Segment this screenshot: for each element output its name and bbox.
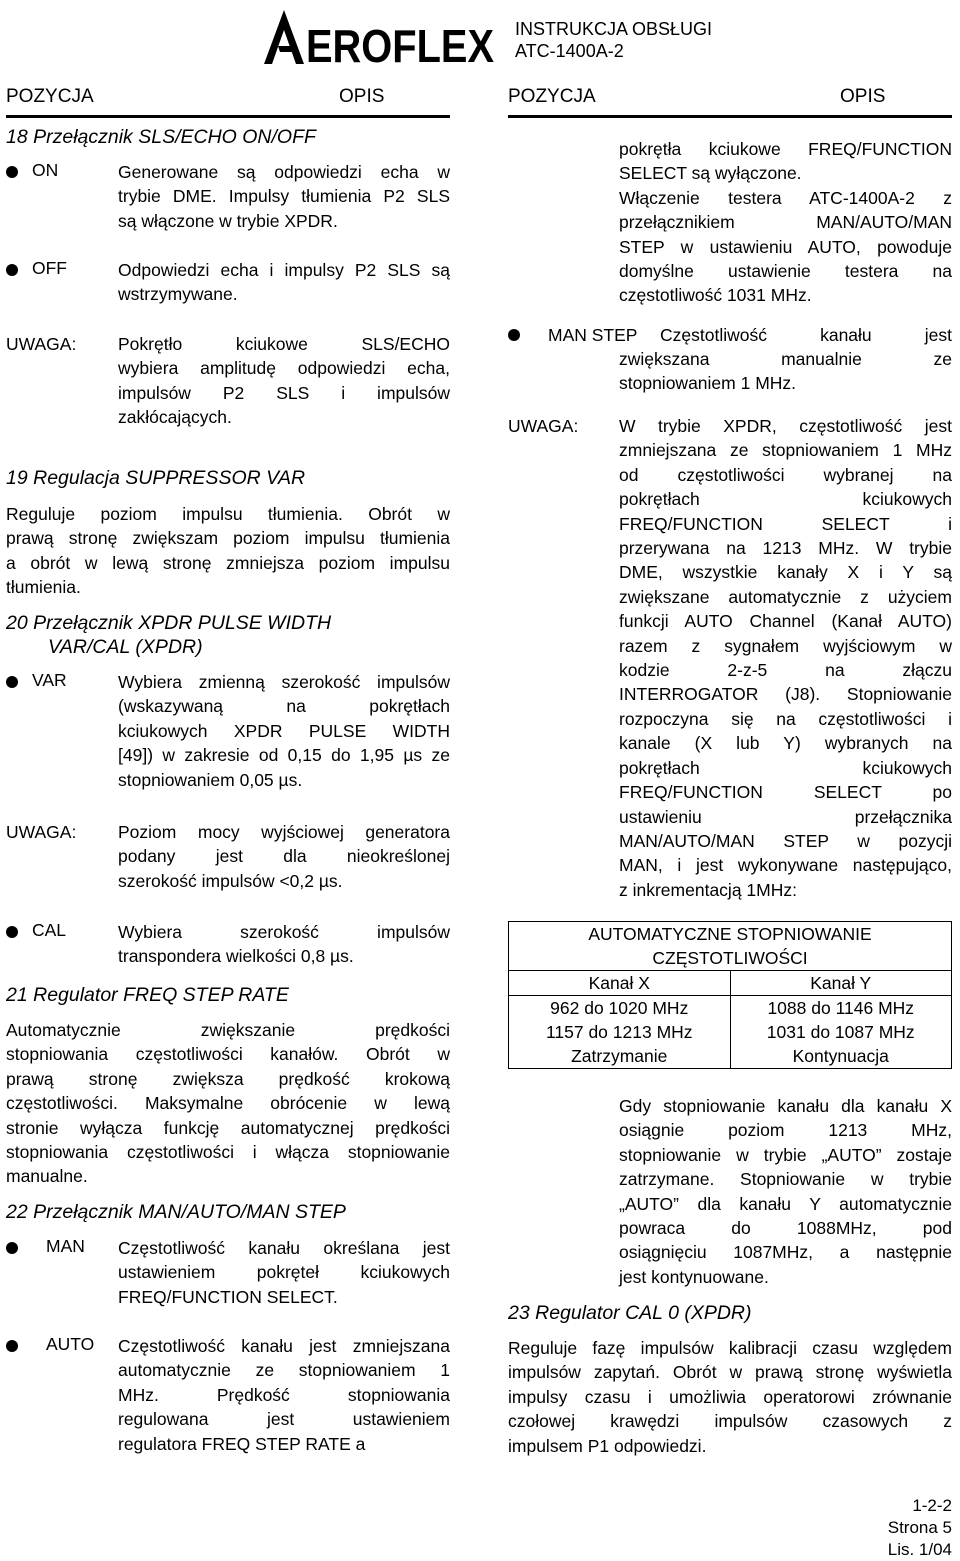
text-line: podany jest dla nieokreślonej [118, 846, 450, 867]
text-line: Automatycznie zwiększanie prędkości [6, 1020, 450, 1040]
off-description [118, 258, 450, 307]
text-line: impulsów P2 SLS i impulsów [118, 382, 450, 403]
text-line: stopniowaniem 0,05 µs. [118, 769, 303, 790]
text-line: FREQ/FUNCTION SELECT. [118, 1286, 338, 1307]
man-bullet [6, 1236, 85, 1257]
man-step-label: MAN STEP [548, 325, 638, 345]
section-18-title: 18 Przełącznik SLS/ECHO ON/OFF [6, 126, 316, 148]
text-line: razem z sygnałem wyjściowym w [619, 635, 952, 656]
text-line: osiągnie poziom 1213 MHz, [619, 1120, 952, 1141]
man-step-bullet [508, 323, 637, 347]
text-line: funkcji AUTO Channel (Kanał AUTO) [619, 611, 952, 632]
text-line: MAN, i jest wykonywane następująco, [619, 855, 952, 876]
text-line: pokrętłach kciukowych [619, 757, 952, 778]
column-rule-left [6, 115, 450, 118]
text-line: Reguluje poziom impulsu tłumienia. Obrót w [6, 504, 450, 524]
document-title-line1: INSTRUKCJA OBSŁUGI [515, 19, 713, 39]
text-line: wstrzymywane. [118, 284, 238, 305]
auto-stepping-table [508, 921, 952, 1069]
text-line: pokrętła kciukowe FREQ/FUNCTION [619, 139, 952, 159]
table-header-row [509, 971, 952, 996]
text-line: regulowana jest ustawieniem [118, 1409, 450, 1430]
text-line: Włączenie testera ATC-1400A-2 z [619, 187, 952, 208]
bullet-icon [6, 926, 18, 938]
text-line: (wskazywaną na pokrętłach [118, 696, 450, 717]
column-rule-right [508, 115, 952, 118]
uwaga-label: UWAGA: [6, 334, 77, 354]
uwaga-sls-echo-note [118, 332, 450, 430]
text-line: Gdy stopniowanie kanału dla kanału X [619, 1096, 952, 1116]
text-line: są włączone w trybie XPDR. [118, 210, 338, 231]
table-value: 1157 do 1213 MHz [545, 1022, 693, 1042]
table-row [509, 996, 952, 1069]
table-title-line2: CZĘSTOTLIWOŚCI [652, 948, 808, 968]
text-line: domyślne ustawienie testera na [619, 261, 952, 282]
text-line: pokrętłach kciukowych [619, 489, 952, 510]
uwaga-label: UWAGA: [508, 416, 579, 436]
text-line: SELECT są wyłączone. [619, 163, 802, 184]
text-line: prawą stronę zwiększa prędkość krokową [6, 1068, 450, 1089]
table-value: Zatrzymanie [571, 1046, 668, 1066]
text-line: stopniowania częstotliwości kanałów. Obrót w [6, 1044, 450, 1065]
text-line: kodzie 2-z-5 na złączu [619, 660, 952, 681]
bullet-icon [6, 1340, 18, 1352]
section-20-title-line1: 20 Przełącznik XPDR PULSE WIDTH [6, 612, 332, 634]
text-line: zatrzymane. Stopniowanie w trybie [619, 1169, 952, 1190]
text-line: Wybiera zmienną szerokość impulsów [118, 672, 450, 692]
column-header-opis-left: OPIS [339, 86, 385, 107]
text-line: Częstotliwość kanału jest zmniejszana [118, 1336, 450, 1356]
man-auto-continuation [619, 137, 952, 308]
auto-bullet [6, 1334, 94, 1355]
text-line: impulsów zapytań. Obrót w prawą stronę wyświetla [508, 1362, 952, 1383]
on-label: ON [32, 160, 59, 180]
table-cell-kanal-x [509, 996, 731, 1069]
text-line: zwiększane automatycznie z użyciem [619, 586, 952, 607]
section-23-body [508, 1336, 952, 1458]
text-line: transpondera wielkości 0,8 µs. [118, 946, 354, 967]
table-header-kanal-x: Kanał X [509, 971, 731, 996]
bullet-icon [6, 1242, 18, 1254]
var-label: VAR [32, 670, 67, 690]
text-line: częstotliwość 1031 MHz. [619, 285, 812, 306]
on-bullet [6, 160, 58, 181]
section-23-title: 23 Regulator CAL 0 (XPDR) [508, 1302, 752, 1324]
text-line: kanale (X lub Y) wybranych na [619, 733, 952, 754]
text-line: stopniowanie w trybie „AUTO” zostaje [619, 1144, 952, 1165]
man-label: MAN [46, 1236, 85, 1256]
text-line: trybie DME. Impulsy tłumienia P2 SLS [118, 186, 450, 207]
text-line: MAN/AUTO/MAN STEP w pozycji [619, 830, 952, 851]
table-value: 1088 do 1146 MHz [767, 998, 915, 1018]
table-title [509, 922, 952, 971]
text-line: a obrót w lewą stronę zmniejsza poziom impulsu [6, 552, 450, 573]
text-line: stronie wyłącza funkcję automatycznej prędkości [6, 1117, 450, 1138]
text-line: Generowane są odpowiedzi echa w [118, 162, 450, 182]
text-line: ustawieniem pokręteł kciukowych [118, 1262, 450, 1283]
table-value: Kontynuacja [792, 1046, 889, 1066]
off-bullet [6, 258, 67, 279]
text-line: zmniejszana ze stopniowaniem 1 MHz [619, 440, 952, 461]
text-line: ustawieniu przełącznika [619, 806, 952, 827]
text-line: szerokość impulsów <0,2 µs. [118, 870, 343, 891]
text-line: z inkrementacją 1MHz: [619, 879, 797, 900]
bullet-icon [6, 264, 18, 276]
page-number: Strona 5 [887, 1518, 952, 1537]
section-19-body [6, 502, 450, 600]
man-step-first-line [660, 323, 952, 347]
text-line: W trybie XPDR, częstotliwość jest [619, 416, 952, 436]
text-line: stopniowania częstotliwości i włącza stopniowanie [6, 1142, 450, 1163]
page-footer [888, 1495, 952, 1561]
text-line: częstotliwości. Maksymalne obrócenie w lewą [6, 1093, 450, 1114]
text-line: FREQ/FUNCTION SELECT i [619, 513, 952, 534]
text-line: impulsy czasu i umożliwia operatorowi zrównanie [508, 1386, 952, 1407]
on-description [118, 160, 450, 233]
section-20-title [6, 611, 331, 659]
text-line: „AUTO” dla kanału Y automatycznie [619, 1193, 952, 1214]
column-header-pozycja-right: POZYCJA [508, 86, 596, 107]
text-line: Pokrętło kciukowe SLS/ECHO [118, 334, 450, 354]
section-21-title: 21 Regulator FREQ STEP RATE [6, 984, 289, 1006]
auto-description [118, 1334, 450, 1456]
uwaga-xpdr-note [619, 414, 952, 902]
text-line: prawą stronę zwiększam poziom impulsu tłumienia [6, 528, 450, 549]
cal-label: CAL [32, 920, 67, 940]
document-title [515, 18, 712, 62]
text-line: MHz. Prędkość stopniowania [118, 1384, 450, 1405]
text-line: wybiera amplitudę odpowiedzi echa, [118, 358, 450, 379]
text-line: osiągnięciu 1087MHz, a następnie [619, 1242, 952, 1263]
text-line: INTERROGATOR (J8). Stopniowanie [619, 684, 952, 705]
text-line: zwiększana manualnie ze [619, 349, 952, 369]
text-line: FREQ/FUNCTION SELECT po [619, 782, 952, 803]
man-step-description [619, 347, 952, 396]
text-line: stopniowaniem 1 MHz. [619, 373, 797, 394]
var-description [118, 670, 450, 792]
text-line: impulsem P1 odpowiedzi. [508, 1435, 707, 1456]
text-line: [49]) w zakresie od 0,15 do 1,95 µs ze [118, 745, 450, 766]
text-line: rozpoczyna się na częstotliwości i [619, 708, 952, 729]
text-line: kciukowych XPDR PULSE WIDTH [118, 720, 450, 741]
text-line: przerywana na 1213 MHz. W trybie [619, 538, 952, 559]
bullet-icon [508, 329, 520, 341]
section-22-title: 22 Przełącznik MAN/AUTO/MAN STEP [6, 1201, 346, 1223]
man-description [118, 1236, 450, 1309]
text-line: jest kontynuowane. [619, 1266, 769, 1287]
section-number: 1-2-2 [912, 1496, 952, 1515]
cal-description [118, 920, 450, 969]
table-title-row [509, 922, 952, 971]
bullet-icon [6, 676, 18, 688]
text-line: od częstotliwości wybranej na [619, 464, 952, 485]
table-cell-kanal-y [730, 996, 952, 1069]
table-value: 962 do 1020 MHz [550, 998, 689, 1018]
document-title-line2: ATC-1400A-2 [515, 41, 624, 61]
table-header-kanal-y: Kanał Y [730, 971, 952, 996]
section-19-title: 19 Regulacja SUPPRESSOR VAR [6, 467, 306, 489]
table-value: 1031 do 1087 MHz [766, 1022, 915, 1042]
text-line: STEP w ustawieniu AUTO, powoduje [619, 236, 952, 257]
text-line: Reguluje fazę impulsów kalibracji czasu względem [508, 1338, 952, 1358]
auto-stepping-explanation [619, 1094, 952, 1289]
text-line: Wybiera szerokość impulsów [118, 922, 450, 942]
text-line: zakłócających. [118, 407, 232, 428]
text-line: czołowej krawędzi impulsów czasowych z [508, 1411, 952, 1432]
text-line: Poziom mocy wyjściowej generatora [118, 822, 450, 842]
bullet-icon [6, 166, 18, 178]
text-line: powraca do 1088MHz, pod [619, 1218, 952, 1239]
text-line: regulatora FREQ STEP RATE a [118, 1433, 366, 1454]
column-header-opis-right: OPIS [840, 86, 886, 107]
text-line: DME, wszystkie kanały X i Y są [619, 562, 952, 583]
cal-bullet [6, 920, 66, 941]
aeroflex-logo [262, 6, 498, 72]
svg-text:EROFLEX: EROFLEX [306, 20, 495, 72]
revision-date: Lis. 1/04 [887, 1540, 952, 1559]
section-20-title-line2: VAR/CAL (XPDR) [48, 636, 203, 658]
var-bullet [6, 670, 67, 691]
text-line: przełącznikiem MAN/AUTO/MAN [619, 212, 952, 233]
text-line: Częstotliwość kanału określana jest [118, 1238, 450, 1258]
auto-label: AUTO [46, 1334, 95, 1354]
text-line: Częstotliwość kanału jest [660, 325, 952, 345]
off-label: OFF [32, 258, 67, 278]
uwaga-power-note [118, 820, 450, 893]
text-line: automatycznie ze stopniowaniem 1 [118, 1360, 450, 1381]
text-line: tłumienia. [6, 577, 81, 598]
table-title-line1: AUTOMATYCZNE STOPNIOWANIE [588, 924, 872, 944]
text-line: manualne. [6, 1166, 88, 1187]
uwaga-label: UWAGA: [6, 822, 77, 842]
text-line: Odpowiedzi echa i impulsy P2 SLS są [118, 260, 450, 280]
column-header-pozycja-left: POZYCJA [6, 86, 94, 107]
section-21-body [6, 1018, 450, 1189]
